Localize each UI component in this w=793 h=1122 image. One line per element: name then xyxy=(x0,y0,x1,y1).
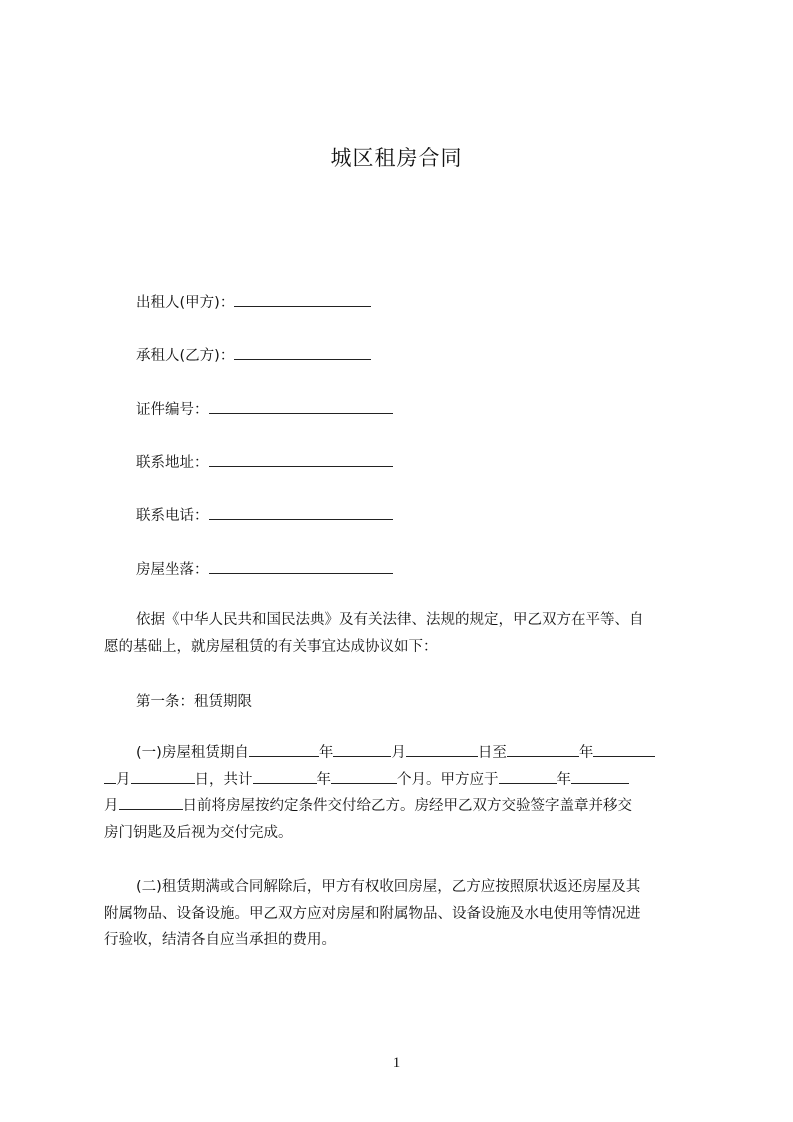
property-location-label: 房屋坐落： xyxy=(136,562,209,578)
clause-1-paragraph xyxy=(104,740,704,846)
address-label: 联系地址： xyxy=(136,455,209,471)
address-blank[interactable] xyxy=(209,452,393,467)
clause-2-paragraph xyxy=(104,874,704,954)
address-field xyxy=(136,452,393,472)
lessor-field xyxy=(136,292,371,312)
id-number-field xyxy=(136,399,393,419)
start-month-blank[interactable] xyxy=(333,742,391,757)
clause-1-line: (一)房屋租赁期自 年 月 日至 年 xyxy=(104,740,704,767)
delivery-year-blank[interactable] xyxy=(499,769,557,784)
phone-field xyxy=(136,505,393,525)
intro-paragraph xyxy=(104,607,704,660)
total-months-blank[interactable] xyxy=(331,769,397,784)
start-year-blank[interactable] xyxy=(249,742,319,757)
end-day-blank[interactable] xyxy=(131,769,195,784)
clause-1-line: 月 日，共计 年 个月。甲方应于 年 xyxy=(104,767,704,794)
lessee-field xyxy=(136,345,371,365)
phone-blank[interactable] xyxy=(209,505,393,520)
lessor-label: 出租人(甲方)： xyxy=(136,295,235,311)
clause-2-line: 行验收，结清各自应当承担的费用。 xyxy=(104,932,336,948)
end-year-blank[interactable] xyxy=(507,742,579,757)
lessee-label: 承租人(乙方)： xyxy=(136,348,235,364)
delivery-day-blank[interactable] xyxy=(119,795,183,810)
intro-line: 愿的基础上，就房屋租赁的有关事宜达成协议如下： xyxy=(104,638,438,655)
phone-label: 联系电话： xyxy=(136,508,209,524)
clause-2-line: (二)租赁期满或合同解除后，甲方有权收回房屋，乙方应按照原状返还房屋及其 xyxy=(136,879,641,895)
total-years-blank[interactable] xyxy=(253,769,317,784)
start-day-blank[interactable] xyxy=(406,742,478,757)
clause-2-line: 附属物品、设备设施。甲乙双方应对房屋和附属物品、设备设施及水电使用等情况进 xyxy=(104,905,641,922)
article-1-heading: 第一条：租赁期限 xyxy=(136,694,252,710)
property-location-field xyxy=(136,559,393,579)
delivery-month-blank[interactable] xyxy=(571,769,629,784)
end-month-blank-part[interactable] xyxy=(593,742,655,757)
property-location-blank[interactable] xyxy=(209,559,393,574)
end-month-blank-cont[interactable] xyxy=(104,769,116,784)
page-number: 1 xyxy=(392,1055,401,1071)
intro-line: 依据《中华人民共和国民法典》及有关法律、法规的规定，甲乙双方在平等、自 xyxy=(136,612,644,628)
id-number-label: 证件编号： xyxy=(136,402,209,418)
clause-1-line: 房门钥匙及后视为交付完成。 xyxy=(104,824,293,841)
lessee-blank[interactable] xyxy=(234,345,371,360)
clause-1-line: 月 日前将房屋按约定条件交付给乙方。房经甲乙双方交验签字盖章并移交 xyxy=(104,793,704,820)
id-number-blank[interactable] xyxy=(209,399,393,414)
document-title: 城区租房合同 xyxy=(330,146,463,170)
lessor-blank[interactable] xyxy=(234,292,371,307)
